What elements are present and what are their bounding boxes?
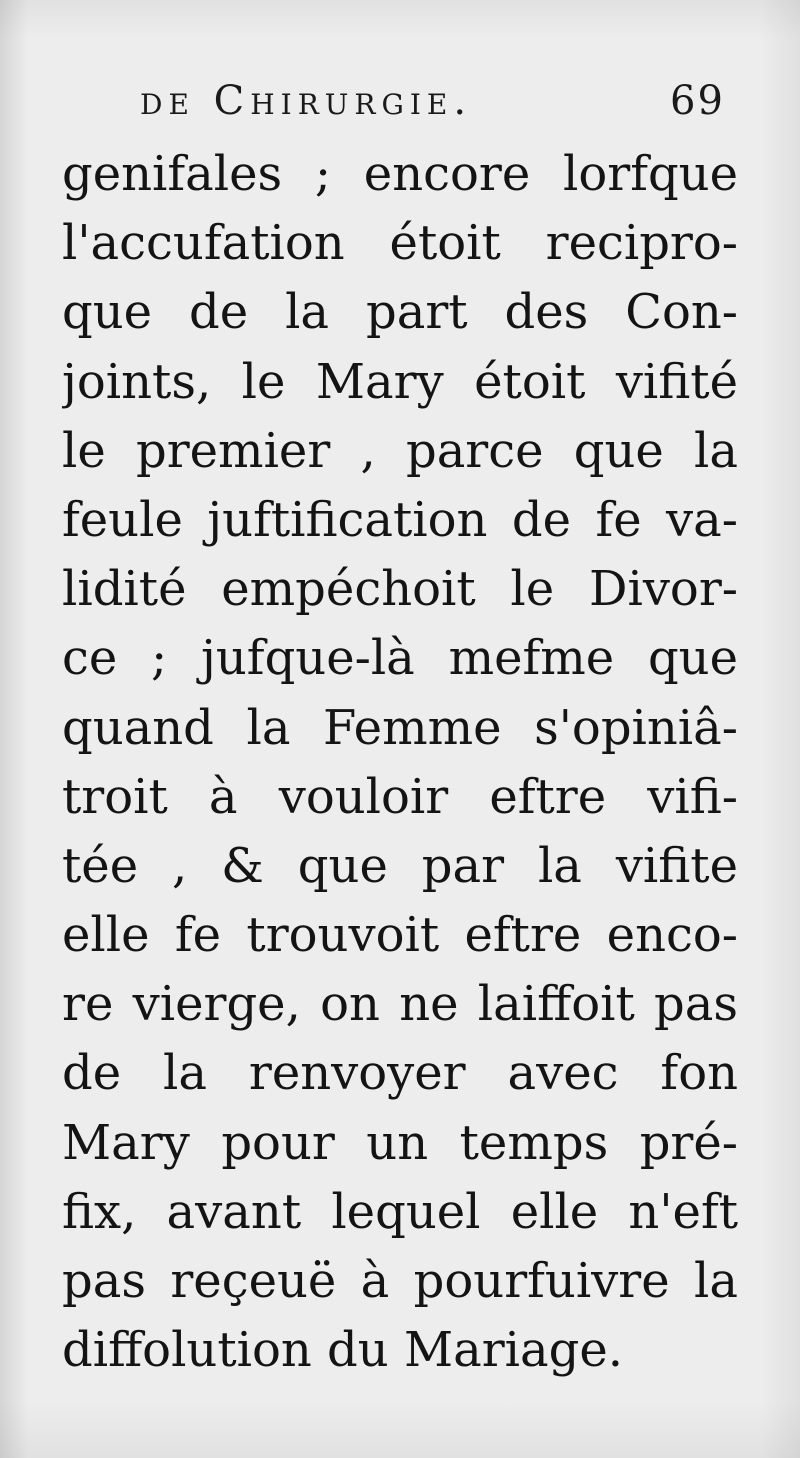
text-line: fix, avant lequel elle n'eft — [62, 1183, 738, 1240]
text-line: elle fe trouvoit eftre enco- — [62, 907, 738, 964]
text-line: de la renvoyer avec fon — [62, 1045, 738, 1102]
text-line: Mary pour un temps pré- — [62, 1114, 738, 1171]
text-line: l'accufation étoit recipro- — [62, 215, 738, 272]
body-text — [62, 140, 738, 1385]
text-line: feule juftification de fe va- — [62, 491, 738, 548]
page-number: 69 — [670, 78, 725, 124]
text-line: ce ; jufque-là mefme que — [62, 630, 738, 687]
text-line: joints, le Mary étoit vifité — [62, 353, 738, 410]
text-line: que de la part des Con- — [62, 284, 738, 341]
text-line: diffolution du Mariage. — [62, 1322, 624, 1379]
text-line: lidité empéchoit le Divor- — [62, 561, 738, 618]
running-title: de Chirurgie. — [140, 78, 473, 124]
page-header — [140, 66, 740, 136]
text-line: troit à vouloir eftre vifi- — [62, 768, 738, 825]
text-line: tée , & que par la vifite — [62, 837, 738, 894]
text-line: re vierge, on ne laiffoit pas — [62, 976, 738, 1033]
text-line: genifales ; encore lorfque — [62, 146, 738, 202]
text-line: le premier , parce que la — [62, 422, 738, 479]
text-line: pas reçeuë à pourfuivre la — [62, 1253, 738, 1309]
text-line: quand la Femme s'opiniâ- — [62, 699, 738, 756]
